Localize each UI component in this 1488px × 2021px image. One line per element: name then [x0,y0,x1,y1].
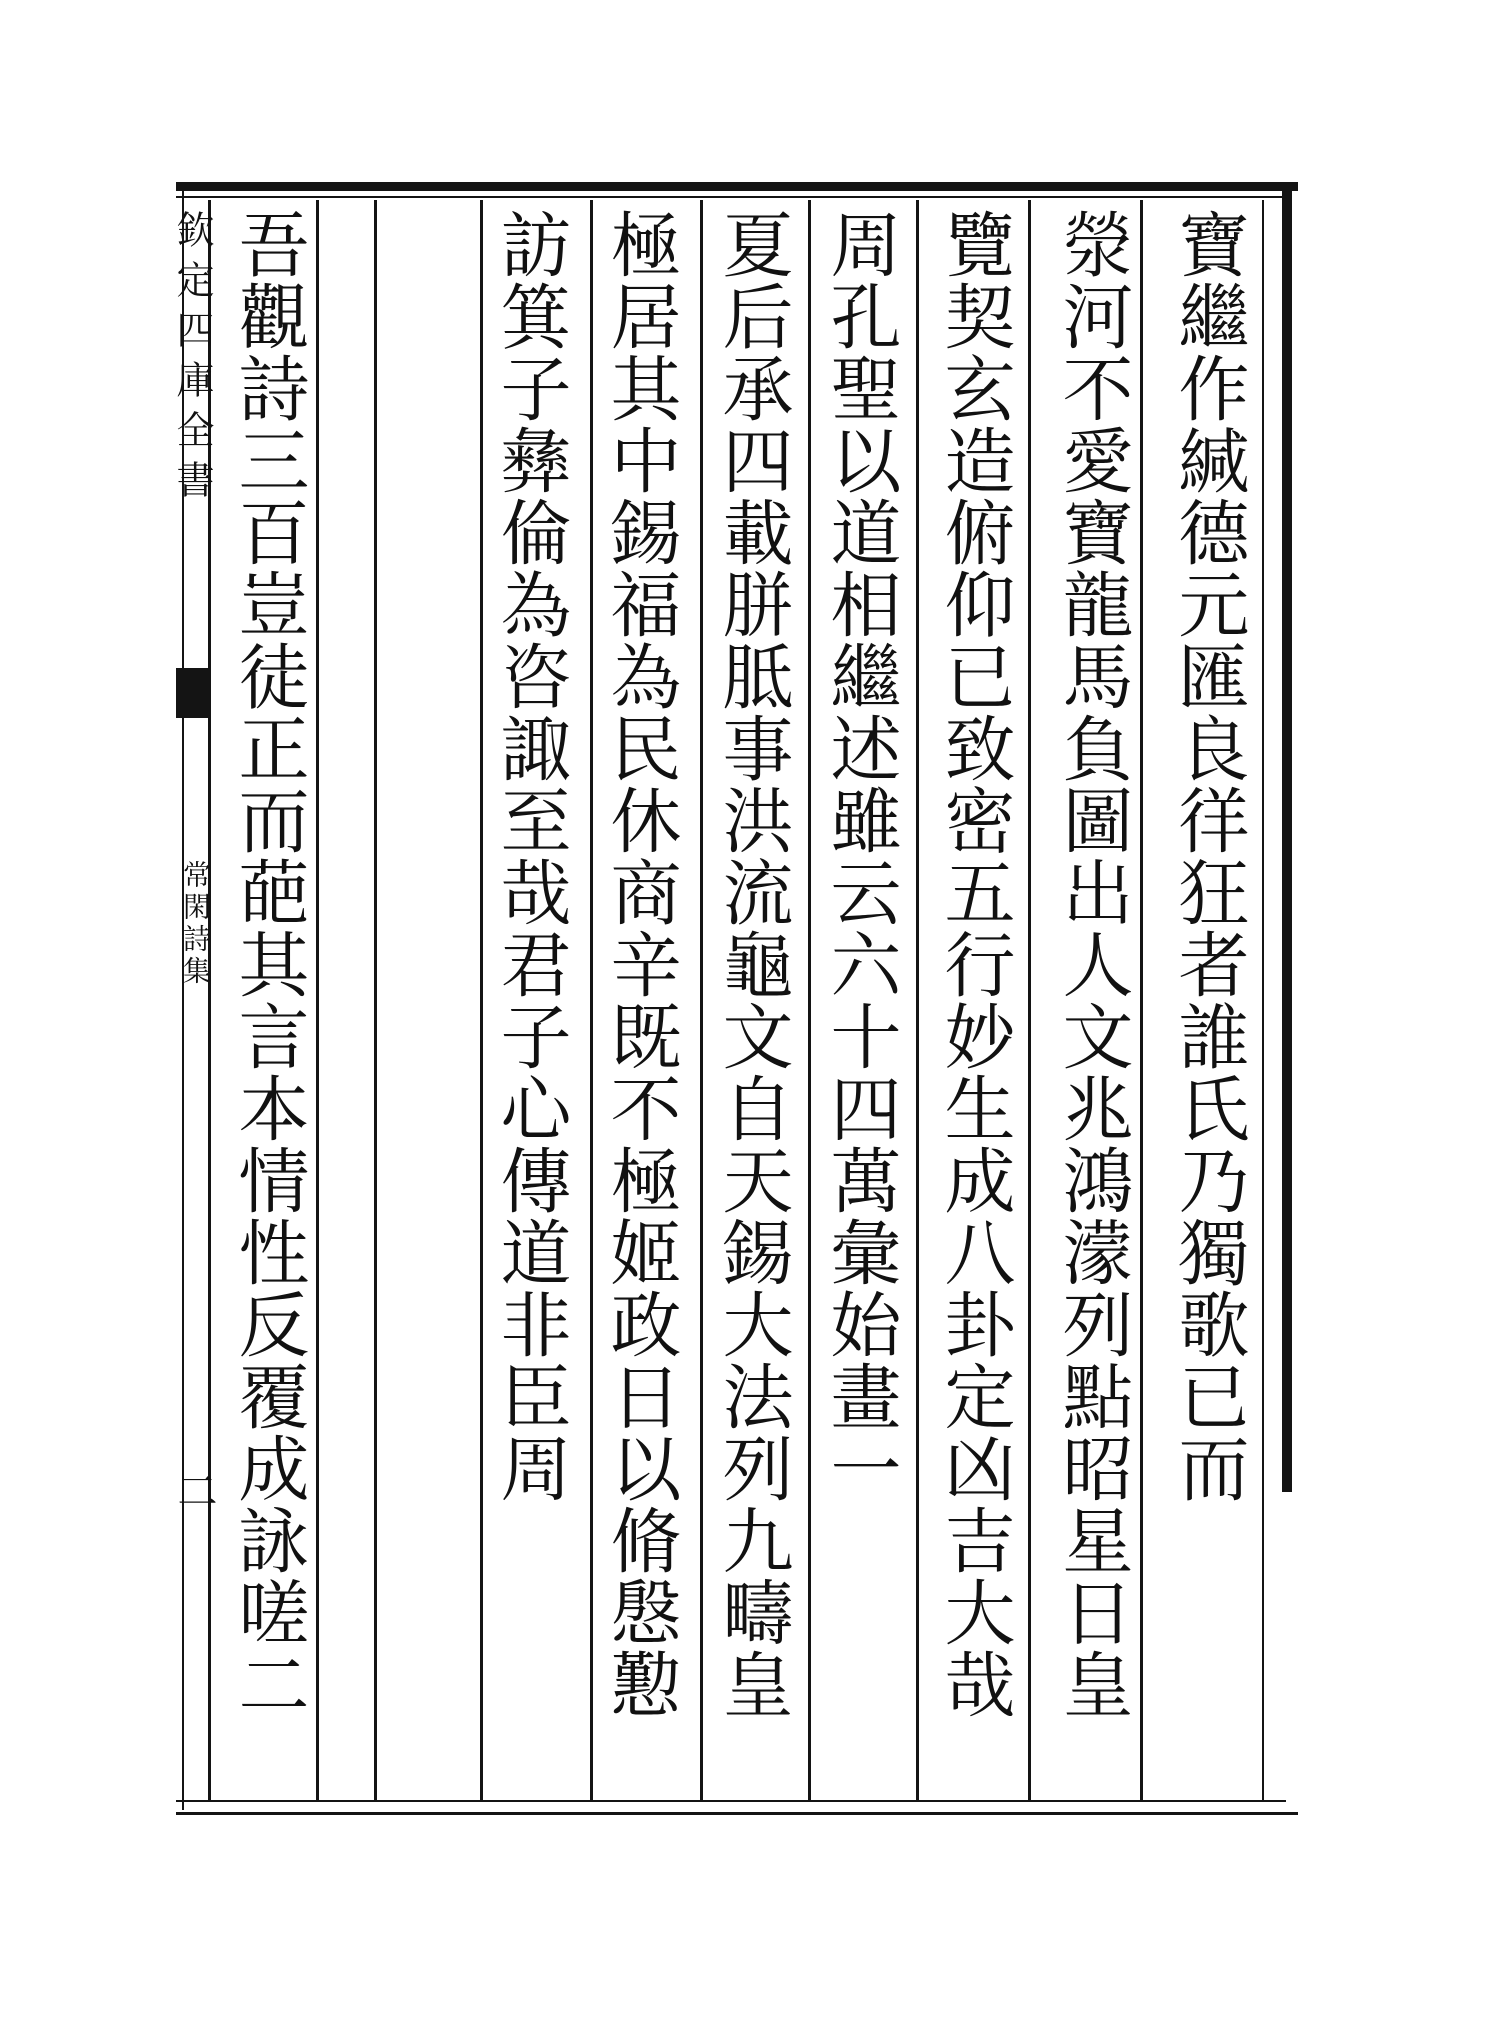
column-divider [916,200,919,1800]
right-inner-rule [1262,200,1264,1800]
column-divider [700,200,703,1800]
text-column-2: 滎河不愛寶龍馬負圖出人文兆鴻濛列點昭星日皇 [1051,208,1134,1720]
top-border [176,182,1298,191]
bottom-inner-rule [176,1800,1286,1802]
fish-tail-mark [176,668,210,718]
text-column-4: 周孔聖以道相繼述雖云六十四萬彙始畫一 [819,208,902,1504]
column-divider [374,200,377,1800]
work-title: 常閑詩集 [179,860,212,988]
book-title: 欽定四庫全書 [170,210,214,510]
column-divider [1028,200,1031,1800]
right-border [1282,182,1292,1492]
bottom-border [176,1812,1298,1815]
page-number: 二 [171,1470,217,1510]
text-column-1: 寶繼作緘德元匯良徉狂者誰氏乃獨歌已而 [1167,208,1250,1504]
text-column-5: 夏后承四載胼胝事洪流龜文自天錫大法列九疇皇 [711,208,794,1720]
text-column-3: 覽契玄造俯仰已致密五行妙生成八卦定凶吉大哉 [933,208,1016,1720]
column-divider [1140,200,1143,1800]
text-column-6: 極居其中錫福為民休商辛既不極姬政日以脩慇懃 [599,208,682,1720]
top-inner-rule [176,196,1286,198]
text-column-8: 吾觀詩三百豈徒正而葩其言本情性反覆成詠嗟二 [227,208,310,1720]
text-column-7: 訪箕子彝倫為咨諏至哉君子心傳道非臣周 [489,208,572,1504]
column-divider [316,200,319,1800]
column-divider [808,200,811,1800]
